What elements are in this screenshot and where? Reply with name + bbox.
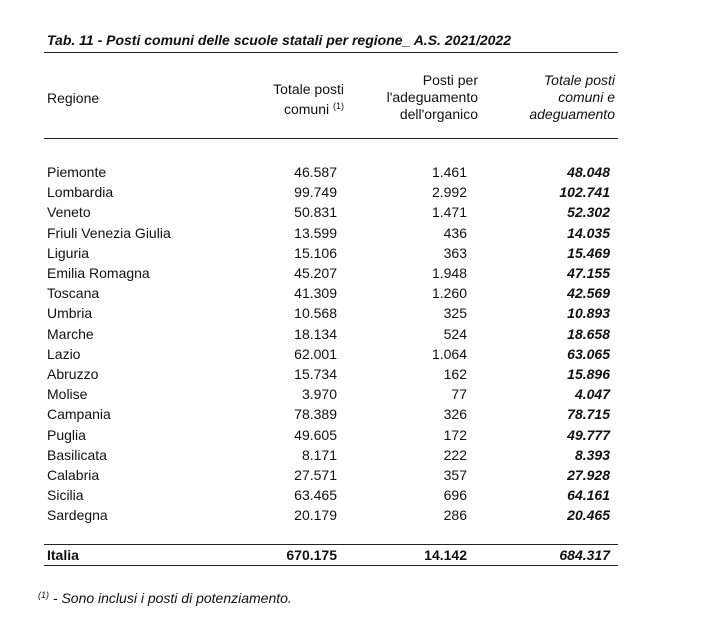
cell-adeguamento: 1.471 [431,204,467,221]
cell-region: Lombardia [47,184,114,201]
cell-total: 15.106 [294,244,337,261]
cell-adeguamento: 162 [443,366,467,382]
cell-sum: 18.658 [567,325,610,342]
cell-adeguamento: 326 [443,406,467,423]
cell-sum: 42.569 [567,285,610,302]
cell-total: 49.605 [294,426,337,443]
cell-sum: 52.302 [567,204,610,221]
footnote-mark: (1) [38,590,49,600]
table-row [0,305,703,325]
cell-sum: 4.047 [574,386,610,403]
cell-total: 20.179 [294,507,337,524]
cell-adeguamento: 1.948 [431,265,467,281]
cell-total: 3.970 [301,386,337,403]
table-row [0,326,703,346]
table-row [0,204,703,224]
table-row [0,467,703,487]
cell-region: Lazio [47,345,81,362]
table-row [0,386,703,406]
cell-total: 99.749 [294,184,337,201]
cell-adeguamento: 222 [443,446,467,463]
cell-region: Calabria [47,467,100,483]
cell-sum: 63.065 [567,345,610,362]
cell-region: Veneto [47,204,91,221]
cell-adeguamento: 1.461 [431,164,467,180]
cell-total: 27.571 [294,467,337,483]
cell-adeguamento: 363 [443,244,467,261]
cell-total: 50.831 [294,204,337,221]
table-row [0,164,703,184]
header-region: Regione [47,90,100,106]
cell-region: Emilia Romagna [47,265,150,281]
table-row [0,487,703,507]
cell-adeguamento: 524 [443,325,467,342]
cell-total: 13.599 [294,224,337,241]
cell-region: Molise [47,386,88,403]
table-row [0,406,703,426]
cell-region: Campania [47,406,111,423]
cell-total: 41.309 [294,285,337,302]
cell-sum: 49.777 [567,426,610,443]
total-row [0,547,703,567]
cell-region: Toscana [47,285,100,302]
table-row [0,507,703,527]
cell-adeguamento: 357 [443,467,467,483]
cell-region: Umbria [47,305,93,322]
table-row [0,265,703,285]
cell-sum: 48.048 [567,164,610,180]
cell-sum: 64.161 [567,487,610,504]
cell-total: 18.134 [294,325,337,342]
cell-adeguamento: 1.260 [431,285,467,302]
cell-adeguamento: 172 [443,426,467,443]
cell-total: 8.171 [301,446,337,463]
cell-adeguamento: 436 [443,224,467,241]
cell-total: 62.001 [294,345,337,362]
cell-region: Sardegna [47,507,108,524]
footnote [38,590,292,606]
cell-sum: 10.893 [567,305,610,322]
cell-total: 63.465 [294,487,337,504]
footnote-marker: (1) [333,101,344,111]
cell-sum: 20.465 [567,507,610,524]
header-total-sum: Totale posti comuni e adeguamento [529,72,615,122]
cell-adeguamento: 77 [451,386,467,403]
cell-adeguamento: 2.992 [431,184,467,201]
cell-sum: 15.469 [567,244,610,261]
header-rule [44,138,618,139]
total-top-rule [44,544,618,545]
cell-total: 46.587 [294,164,337,180]
cell-sum: 27.928 [567,467,610,483]
table-row [0,366,703,386]
cell-region: Liguria [47,244,90,261]
table-row [0,285,703,305]
total-adeg: 14.142 [424,547,467,563]
table-row [0,447,703,467]
total-sum: 684.317 [559,547,610,563]
cell-sum: 14.035 [567,224,610,241]
cell-region: Sicilia [47,487,84,504]
table-row [0,427,703,447]
cell-total: 45.207 [294,265,337,281]
cell-region: Basilicata [47,446,107,463]
top-rule [44,52,618,53]
header-adeguamento: Posti per l'adeguamento dell'organico [386,72,478,122]
header-total: Totale posti comuni $^{(1)}$ [273,81,344,117]
cell-region: Puglia [47,426,86,443]
cell-sum: 8.393 [574,446,610,463]
cell-sum: 78.715 [567,406,610,423]
cell-region: Abruzzo [47,366,99,382]
cell-sum: 47.155 [567,265,610,281]
table-row [0,346,703,366]
cell-total: 15.734 [294,366,337,382]
cell-region: Marche [47,325,94,342]
cell-sum: 102.741 [559,184,610,201]
table-row [0,245,703,265]
cell-adeguamento: 1.064 [431,345,467,362]
total-region: Italia [47,547,79,563]
bottom-rule [44,565,618,566]
table-title: Tab. 11 - Posti comuni delle scuole statali per regione_ A.S. 2021/2022 [47,32,511,48]
cell-region: Friuli Venezia Giulia [47,224,171,241]
cell-adeguamento: 286 [443,507,467,524]
cell-total: 78.389 [294,406,337,423]
cell-region: Piemonte [47,164,107,180]
cell-adeguamento: 696 [443,487,467,504]
table-row [0,184,703,204]
cell-total: 10.568 [294,305,337,322]
total-total: 670.175 [286,547,337,563]
footnote-text: - Sono inclusi i posti di potenziamento. [49,590,292,606]
cell-adeguamento: 325 [443,305,467,322]
table-row [0,225,703,245]
cell-sum: 15.896 [567,366,610,382]
